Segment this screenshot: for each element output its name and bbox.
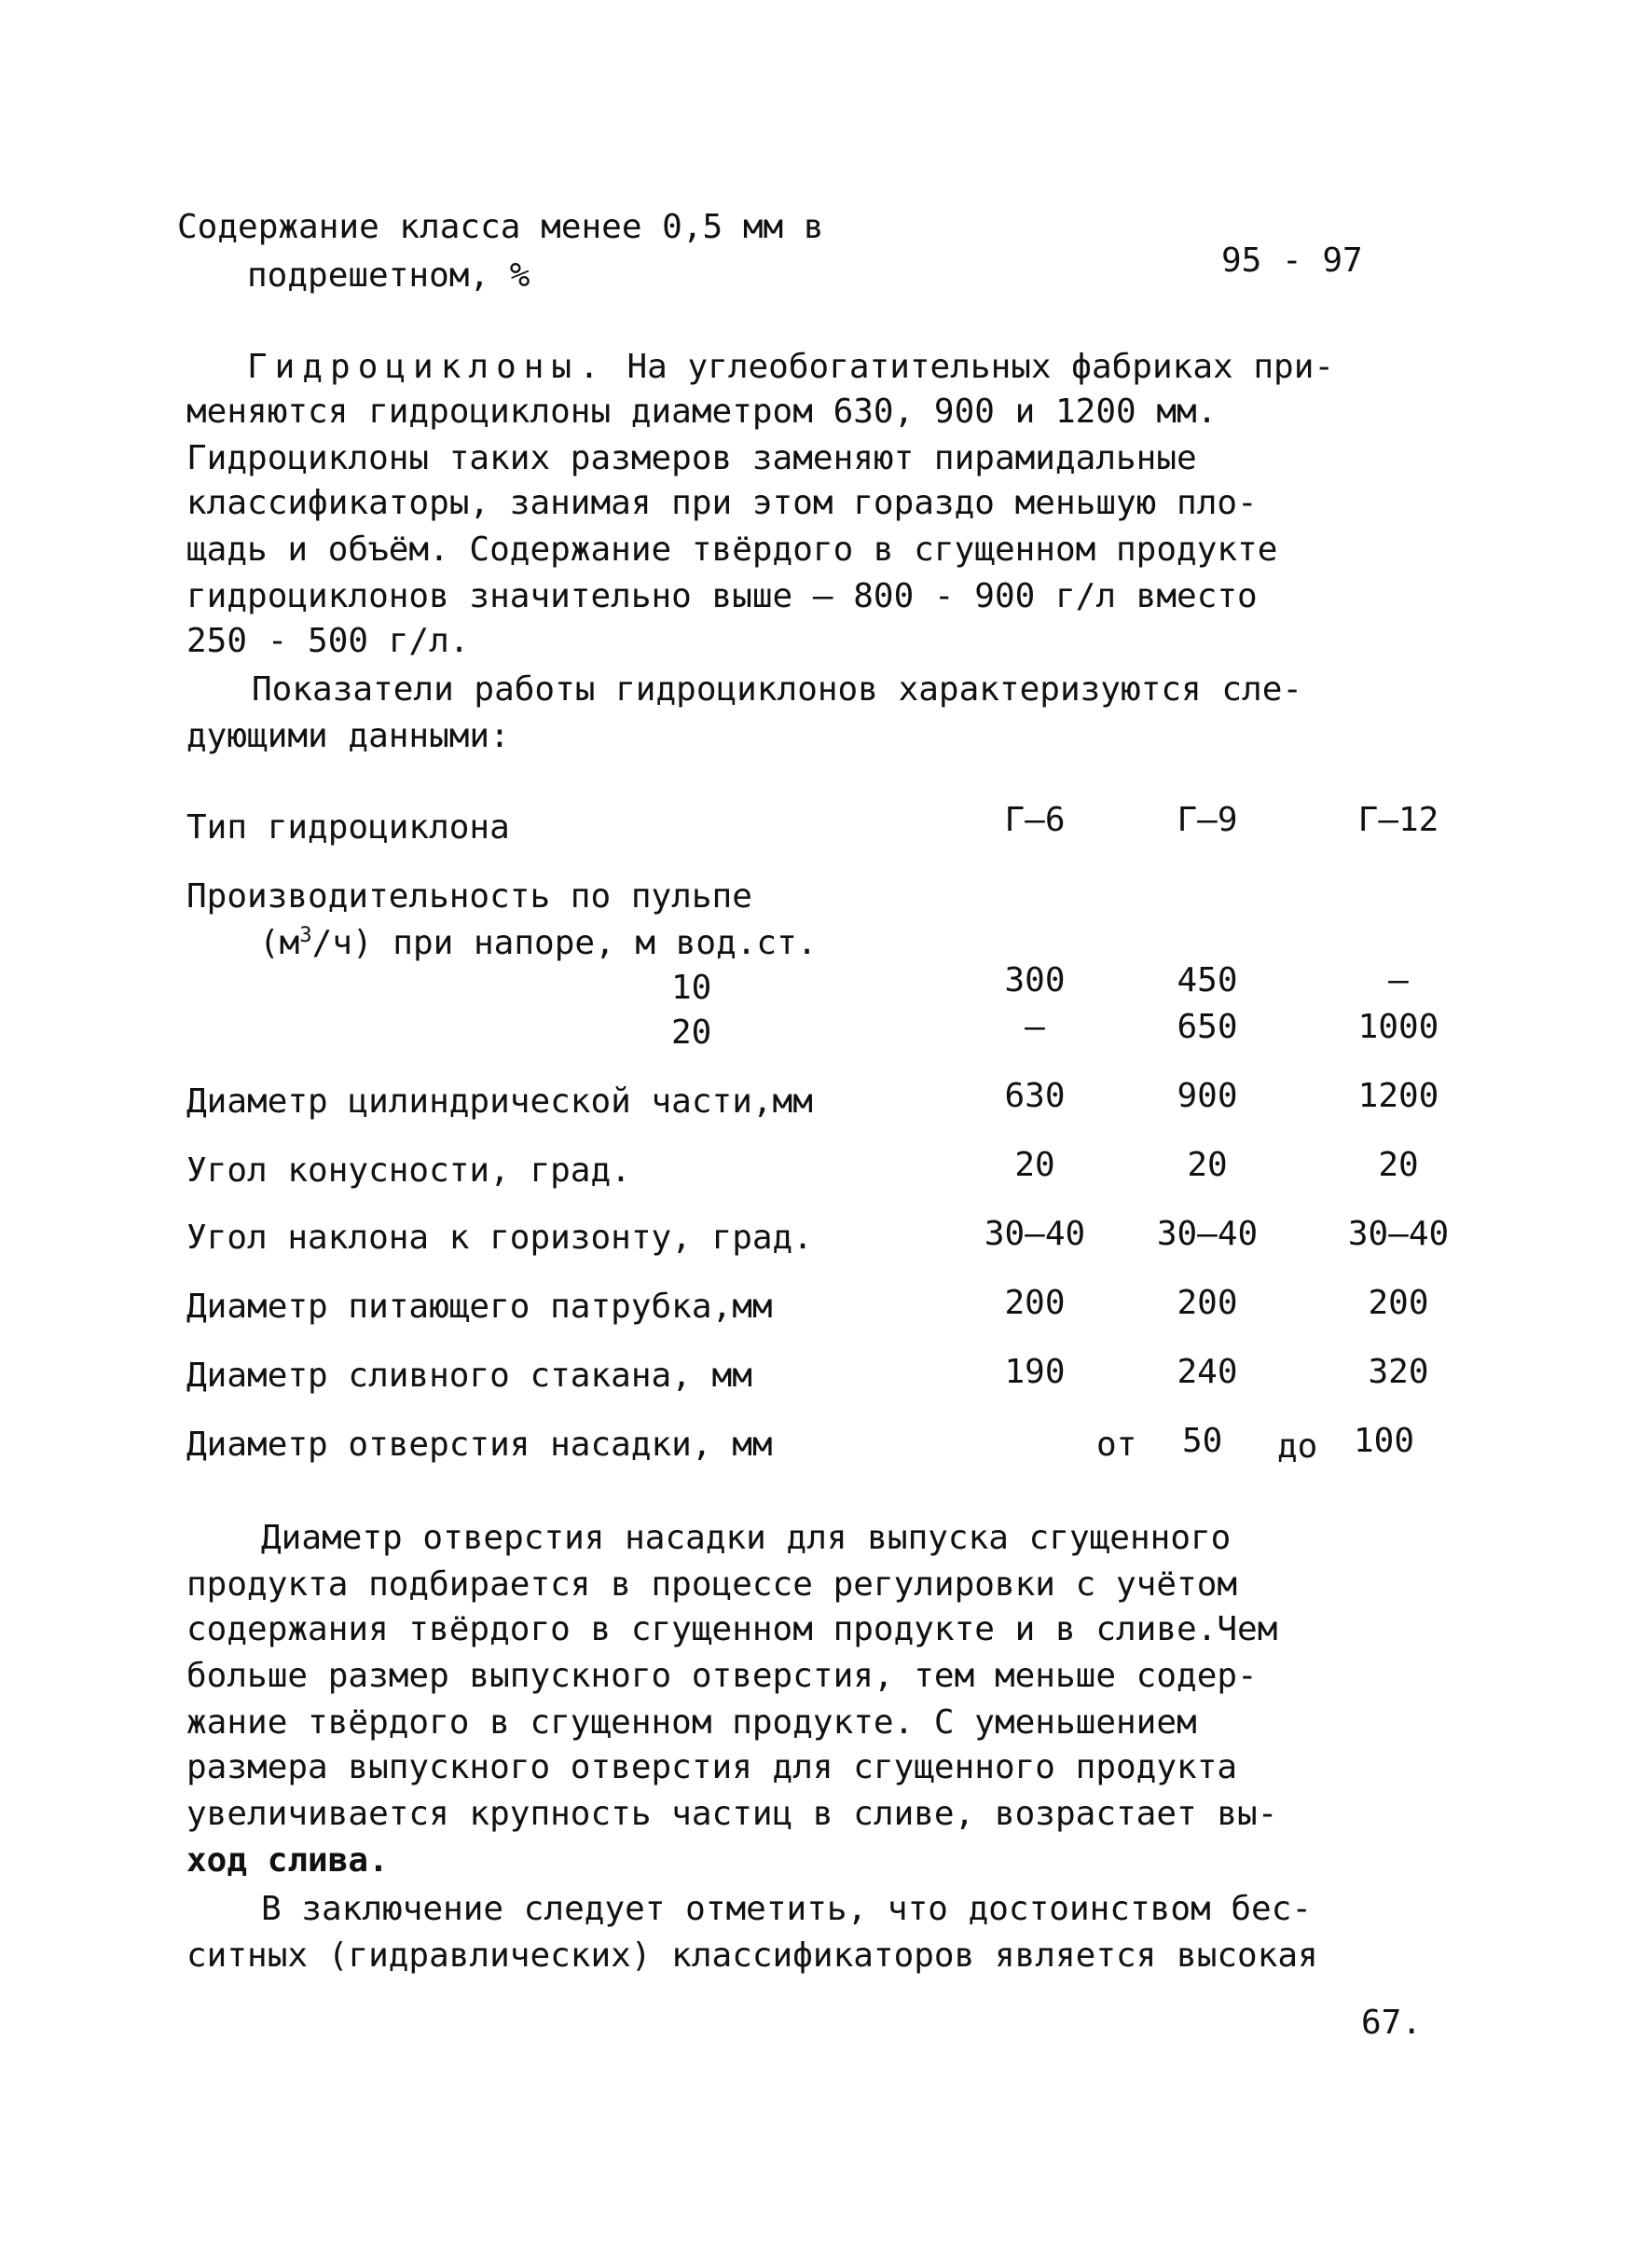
capacity-label-2 <box>259 923 817 964</box>
intro-value: 95 - 97 <box>1221 241 1363 280</box>
table-row-0-c1: 630 <box>1004 1077 1066 1115</box>
nozzle-min: 50 <box>1182 1422 1223 1460</box>
para3-line-5: размера выпускного отверстия для сгущенного продукта <box>186 1748 1238 1786</box>
intro-line-2: подрешетном, % <box>247 256 530 295</box>
para1-line-3: классификаторы, занимая при этом гораздо меньшую пло- <box>186 484 1258 522</box>
para3-line-3: больше размер выпускного отверстия, тем меньше содер- <box>186 1657 1258 1695</box>
table-row-4-c1: 190 <box>1004 1353 1066 1391</box>
intro-line-1: Содержание класса менее 0,5 мм в <box>177 208 824 246</box>
table-row-3-c1: 200 <box>1004 1284 1066 1322</box>
table-row-2-label: Угол наклона к горизонту, град. <box>186 1219 813 1257</box>
capacity-row10-label: 10 <box>671 969 712 1007</box>
para3-line-4: жание твёрдого в сгущенном продукте. С уменьшением <box>186 1703 1197 1742</box>
table-row-3-label: Диаметр питающего патрубка,мм <box>186 1288 773 1326</box>
para1-line-6: 250 - 500 г/л. <box>186 622 470 660</box>
capacity-row10-c2: 450 <box>1177 961 1238 999</box>
para3-line-1: продукта подбирается в процессе регулировки с учётом <box>186 1565 1238 1604</box>
para1-line-1: меняются гидроциклоны диаметром 630, 900 и 1200 мм. <box>186 393 1218 431</box>
capacity-row20-label: 20 <box>671 1013 712 1052</box>
para4-line-1: ситных (гидравлических) классификаторов является высокая <box>186 1936 1318 1975</box>
nozzle-max: 100 <box>1354 1422 1415 1460</box>
para3-line-6: увеличивается крупность частиц в сливе, возрастает вы- <box>186 1795 1278 1833</box>
capacity-label-2-sup: 3 <box>299 924 312 947</box>
table-row-2-c1: 30–40 <box>984 1215 1086 1253</box>
capacity-label-2-pre: (м <box>259 924 300 962</box>
table-row-1-c1: 20 <box>1014 1146 1055 1184</box>
para1-line-5: гидроциклонов значительно выше – 800 - 900 г/л вместо <box>186 577 1258 615</box>
para3-line-2: содержания твёрдого в сгущенном продукте и в сливе.Чем <box>186 1610 1278 1648</box>
table-row-2-c2: 30–40 <box>1156 1215 1259 1253</box>
table-row-0-label: Диаметр цилиндрической части,мм <box>186 1082 813 1121</box>
nozzle-label: Диаметр отверстия насадки, мм <box>186 1426 773 1464</box>
table-row-2-c3: 30–40 <box>1347 1215 1450 1253</box>
para1-first-line <box>247 347 1334 388</box>
para1-line-2: Гидроциклоны таких размеров заменяют пирамидальные <box>186 439 1197 477</box>
table-row-0-c3: 1200 <box>1357 1077 1439 1115</box>
capacity-label-1: Производительность по пульпе <box>186 877 752 916</box>
para3-line-7: ход слива. <box>186 1841 389 1880</box>
capacity-row10-c1: 300 <box>1004 961 1066 999</box>
table-header-c3: Г–12 <box>1357 801 1439 839</box>
table-header-c2: Г–9 <box>1177 801 1238 839</box>
para4-line-0: В заключение следует отметить, что достоинством бес- <box>261 1890 1313 1928</box>
para1-heading: Гидроциклоны. <box>247 348 607 386</box>
nozzle-to: до <box>1277 1427 1318 1466</box>
para1-line-0: На углеобогатительных фабриках при- <box>626 348 1335 386</box>
table-row-3-c2: 200 <box>1177 1284 1238 1322</box>
table-row-4-c3: 320 <box>1368 1353 1429 1391</box>
capacity-row10-c3: – <box>1388 961 1409 999</box>
table-row-4-label: Диаметр сливного стакана, мм <box>186 1357 752 1395</box>
table-row-1-label: Угол конусности, град. <box>186 1151 631 1190</box>
table-row-1-c2: 20 <box>1187 1146 1228 1184</box>
para2-line-0: Показатели работы гидроциклонов характеризуются сле- <box>252 670 1303 709</box>
nozzle-from: от <box>1096 1426 1137 1464</box>
para3-line-0: Диаметр отверстия насадки для выпуска сгущенного <box>261 1519 1232 1557</box>
para1-line-4: щадь и объём. Содержание твёрдого в сгущенном продукте <box>186 530 1278 569</box>
table-header-label: Тип гидроциклона <box>186 808 510 847</box>
table-row-3-c3: 200 <box>1368 1284 1429 1322</box>
table-header-c1: Г–6 <box>1004 801 1066 839</box>
capacity-row20-c3: 1000 <box>1357 1008 1439 1046</box>
table-row-1-c3: 20 <box>1378 1146 1419 1184</box>
capacity-label-2-post: /ч) при напоре, м вод.ст. <box>311 924 818 962</box>
page-number: 67. <box>1361 2004 1423 2042</box>
table-row-4-c2: 240 <box>1177 1353 1238 1391</box>
capacity-row20-c2: 650 <box>1177 1008 1238 1046</box>
capacity-row20-c1: – <box>1025 1008 1045 1046</box>
table-row-0-c2: 900 <box>1177 1077 1238 1115</box>
para2-line-1: дующими данными: <box>186 717 510 755</box>
